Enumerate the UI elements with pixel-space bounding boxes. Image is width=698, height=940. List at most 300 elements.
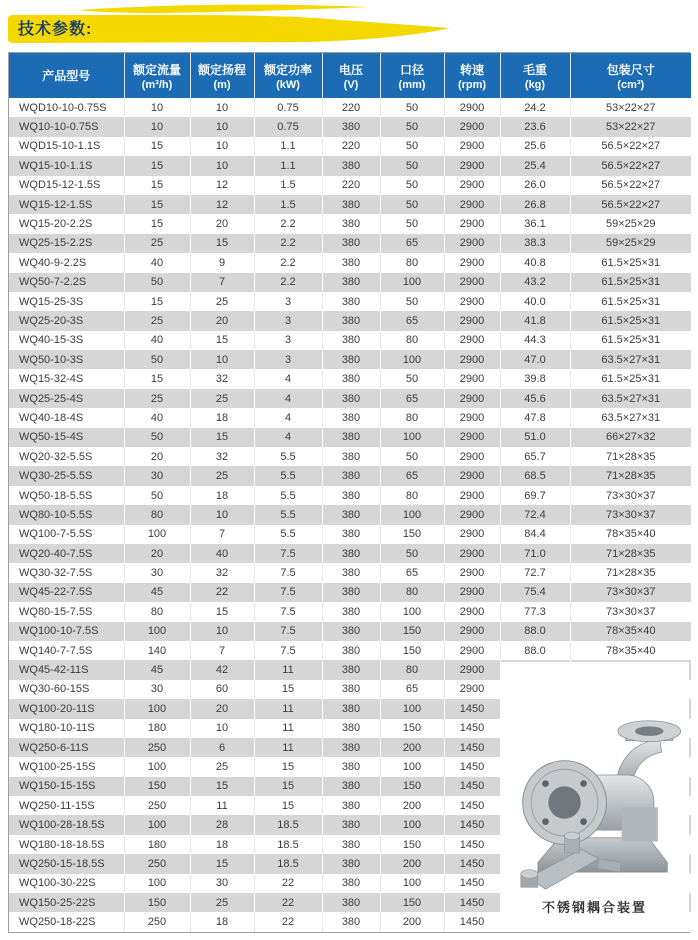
table-row bbox=[9, 389, 691, 408]
value-cell: 2900 bbox=[444, 602, 500, 621]
table-row bbox=[9, 195, 691, 214]
value-cell: 380 bbox=[322, 583, 380, 602]
value-cell: 6 bbox=[190, 738, 254, 757]
column-header: 额定功率 (kW) bbox=[254, 53, 322, 98]
table-row bbox=[9, 156, 691, 175]
value-cell: 100 bbox=[380, 815, 444, 834]
model-cell: WQ15-32-4S bbox=[9, 369, 124, 388]
table-row bbox=[9, 311, 691, 330]
model-cell: WQ150-25-22S bbox=[9, 893, 124, 912]
value-cell: 100 bbox=[124, 525, 190, 544]
model-cell: WQ30-60-15S bbox=[9, 680, 124, 699]
value-cell: 250 bbox=[124, 738, 190, 757]
value-cell: 51.0 bbox=[500, 428, 570, 447]
value-cell: 15 bbox=[254, 796, 322, 815]
model-cell: WQ30-25-5.5S bbox=[9, 466, 124, 485]
model-cell: WQD15-10-1.1S bbox=[9, 137, 124, 156]
table-row bbox=[9, 563, 691, 582]
value-cell: 380 bbox=[322, 195, 380, 214]
value-cell: 250 bbox=[124, 796, 190, 815]
value-cell: 39.8 bbox=[500, 369, 570, 388]
value-cell: 50 bbox=[380, 156, 444, 175]
value-cell: 1450 bbox=[444, 777, 500, 796]
value-cell: 75.4 bbox=[500, 583, 570, 602]
value-cell: 380 bbox=[322, 544, 380, 563]
value-cell: 15 bbox=[254, 680, 322, 699]
value-cell: 2900 bbox=[444, 660, 500, 679]
value-cell: 56.5×22×27 bbox=[570, 156, 691, 175]
model-cell: WQ30-32-7.5S bbox=[9, 563, 124, 582]
value-cell: 2900 bbox=[444, 505, 500, 524]
value-cell: 12 bbox=[190, 195, 254, 214]
value-cell: 7 bbox=[190, 641, 254, 660]
value-cell: 63.5×27×31 bbox=[570, 350, 691, 369]
value-cell: 30 bbox=[190, 874, 254, 893]
table-row bbox=[9, 505, 691, 524]
value-cell: 200 bbox=[380, 854, 444, 873]
value-cell: 25 bbox=[190, 466, 254, 485]
model-cell: WQ100-20-11S bbox=[9, 699, 124, 718]
value-cell: 23.6 bbox=[500, 117, 570, 136]
value-cell: 380 bbox=[322, 699, 380, 718]
value-cell: 250 bbox=[124, 912, 190, 932]
value-cell: 100 bbox=[124, 815, 190, 834]
value-cell: 4 bbox=[254, 428, 322, 447]
value-cell: 80 bbox=[380, 253, 444, 272]
value-cell: 3 bbox=[254, 331, 322, 350]
value-cell: 38.3 bbox=[500, 234, 570, 253]
model-cell: WQ50-18-5.5S bbox=[9, 486, 124, 505]
model-cell: WQ180-18-18.5S bbox=[9, 835, 124, 854]
value-cell: 78×35×40 bbox=[570, 641, 691, 660]
value-cell: 15 bbox=[254, 777, 322, 796]
value-cell: 4 bbox=[254, 408, 322, 427]
value-cell: 1450 bbox=[444, 893, 500, 912]
value-cell: 65 bbox=[380, 680, 444, 699]
model-cell: WQ150-15-15S bbox=[9, 777, 124, 796]
table-row bbox=[9, 234, 691, 253]
value-cell: 1.5 bbox=[254, 176, 322, 195]
model-cell: WQ100-10-7.5S bbox=[9, 622, 124, 641]
value-cell: 32 bbox=[190, 563, 254, 582]
value-cell: 2900 bbox=[444, 117, 500, 136]
value-cell: 380 bbox=[322, 214, 380, 233]
value-cell: 40 bbox=[124, 408, 190, 427]
value-cell: 15 bbox=[190, 234, 254, 253]
value-cell: 380 bbox=[322, 311, 380, 330]
value-cell: 380 bbox=[322, 234, 380, 253]
value-cell: 1.1 bbox=[254, 137, 322, 156]
value-cell: 15 bbox=[190, 428, 254, 447]
table-row bbox=[9, 137, 691, 156]
value-cell: 50 bbox=[124, 273, 190, 292]
value-cell: 20 bbox=[190, 214, 254, 233]
value-cell: 220 bbox=[322, 176, 380, 195]
value-cell: 25.4 bbox=[500, 156, 570, 175]
value-cell: 1450 bbox=[444, 874, 500, 893]
value-cell: 18.5 bbox=[254, 854, 322, 873]
value-cell: 12 bbox=[190, 176, 254, 195]
value-cell: 7.5 bbox=[254, 563, 322, 582]
value-cell: 65 bbox=[380, 234, 444, 253]
value-cell: 22 bbox=[190, 583, 254, 602]
table-row bbox=[9, 253, 691, 272]
value-cell: 65 bbox=[380, 389, 444, 408]
model-cell: WQ25-25-4S bbox=[9, 389, 124, 408]
value-cell: 40 bbox=[190, 544, 254, 563]
value-cell: 2900 bbox=[444, 253, 500, 272]
value-cell: 5.5 bbox=[254, 466, 322, 485]
value-cell: 5.5 bbox=[254, 486, 322, 505]
value-cell: 15 bbox=[124, 369, 190, 388]
value-cell: 100 bbox=[124, 699, 190, 718]
table-row bbox=[9, 602, 691, 621]
table-row bbox=[9, 583, 691, 602]
value-cell: 7 bbox=[190, 273, 254, 292]
value-cell: 30 bbox=[124, 680, 190, 699]
value-cell: 7.5 bbox=[254, 602, 322, 621]
model-cell: WQ45-22-7.5S bbox=[9, 583, 124, 602]
model-cell: WQ15-12-1.5S bbox=[9, 195, 124, 214]
value-cell: 380 bbox=[322, 505, 380, 524]
value-cell: 25 bbox=[190, 389, 254, 408]
value-cell: 71.0 bbox=[500, 544, 570, 563]
model-cell: WQ80-10-5.5S bbox=[9, 505, 124, 524]
model-cell: WQ100-25-15S bbox=[9, 757, 124, 776]
value-cell: 88.0 bbox=[500, 641, 570, 660]
model-cell: WQ180-10-11S bbox=[9, 719, 124, 738]
table-row bbox=[9, 331, 691, 350]
value-cell: 50 bbox=[380, 544, 444, 563]
value-cell: 56.5×22×27 bbox=[570, 195, 691, 214]
model-cell: WQ20-32-5.5S bbox=[9, 447, 124, 466]
model-cell: WQ20-40-7.5S bbox=[9, 544, 124, 563]
section-banner bbox=[0, 0, 470, 50]
value-cell: 2900 bbox=[444, 680, 500, 699]
value-cell: 20 bbox=[124, 544, 190, 563]
table-row bbox=[9, 641, 691, 660]
value-cell: 11 bbox=[190, 796, 254, 815]
value-cell: 10 bbox=[190, 505, 254, 524]
value-cell: 380 bbox=[322, 156, 380, 175]
value-cell: 18 bbox=[190, 486, 254, 505]
value-cell: 380 bbox=[322, 466, 380, 485]
value-cell: 1450 bbox=[444, 854, 500, 873]
value-cell: 50 bbox=[380, 98, 444, 117]
value-cell: 380 bbox=[322, 602, 380, 621]
table-row bbox=[9, 117, 691, 136]
value-cell: 200 bbox=[380, 738, 444, 757]
value-cell: 73×30×37 bbox=[570, 505, 691, 524]
value-cell: 25 bbox=[124, 389, 190, 408]
model-cell: WQ100-7-5.5S bbox=[9, 525, 124, 544]
table-row bbox=[9, 98, 691, 117]
value-cell: 22 bbox=[254, 874, 322, 893]
table-row bbox=[9, 408, 691, 427]
value-cell: 1450 bbox=[444, 815, 500, 834]
value-cell: 7.5 bbox=[254, 544, 322, 563]
value-cell: 150 bbox=[124, 893, 190, 912]
value-cell: 380 bbox=[322, 428, 380, 447]
value-cell: 71×28×35 bbox=[570, 563, 691, 582]
value-cell: 73×30×37 bbox=[570, 583, 691, 602]
table-row bbox=[9, 350, 691, 369]
value-cell: 40.8 bbox=[500, 253, 570, 272]
value-cell: 380 bbox=[322, 835, 380, 854]
value-cell: 2900 bbox=[444, 214, 500, 233]
value-cell: 43.2 bbox=[500, 273, 570, 292]
value-cell: 40 bbox=[124, 253, 190, 272]
value-cell: 2900 bbox=[444, 389, 500, 408]
value-cell: 2900 bbox=[444, 486, 500, 505]
value-cell: 4 bbox=[254, 389, 322, 408]
value-cell: 53×22×27 bbox=[570, 98, 691, 117]
value-cell: 28 bbox=[190, 815, 254, 834]
value-cell: 45 bbox=[124, 660, 190, 679]
value-cell: 180 bbox=[124, 835, 190, 854]
value-cell: 380 bbox=[322, 680, 380, 699]
page-title: 技术参数: bbox=[18, 21, 93, 38]
value-cell: 88.0 bbox=[500, 622, 570, 641]
value-cell: 47.8 bbox=[500, 408, 570, 427]
value-cell: 10 bbox=[190, 98, 254, 117]
value-cell: 7.5 bbox=[254, 583, 322, 602]
value-cell: 380 bbox=[322, 389, 380, 408]
value-cell: 380 bbox=[322, 796, 380, 815]
value-cell: 2900 bbox=[444, 525, 500, 544]
value-cell: 9 bbox=[190, 253, 254, 272]
value-cell: 80 bbox=[380, 486, 444, 505]
value-cell: 2900 bbox=[444, 156, 500, 175]
value-cell: 380 bbox=[322, 912, 380, 932]
value-cell: 1450 bbox=[444, 835, 500, 854]
value-cell: 150 bbox=[380, 777, 444, 796]
value-cell: 10 bbox=[190, 719, 254, 738]
value-cell: 2.2 bbox=[254, 273, 322, 292]
value-cell: 80 bbox=[380, 660, 444, 679]
value-cell: 63.5×27×31 bbox=[570, 408, 691, 427]
model-cell: WQ25-15-2.2S bbox=[9, 234, 124, 253]
value-cell: 380 bbox=[322, 660, 380, 679]
value-cell: 15 bbox=[124, 137, 190, 156]
value-cell: 45 bbox=[124, 583, 190, 602]
value-cell: 32 bbox=[190, 447, 254, 466]
value-cell: 59×25×29 bbox=[570, 214, 691, 233]
value-cell: 2900 bbox=[444, 311, 500, 330]
value-cell: 11 bbox=[254, 738, 322, 757]
column-header: 毛重 (kg) bbox=[500, 53, 570, 98]
value-cell: 1450 bbox=[444, 796, 500, 815]
value-cell: 15 bbox=[190, 777, 254, 796]
value-cell: 100 bbox=[380, 602, 444, 621]
value-cell: 380 bbox=[322, 622, 380, 641]
value-cell: 15 bbox=[190, 602, 254, 621]
value-cell: 380 bbox=[322, 563, 380, 582]
value-cell: 2900 bbox=[444, 369, 500, 388]
model-cell: WQ10-10-0.75S bbox=[9, 117, 124, 136]
value-cell: 380 bbox=[322, 525, 380, 544]
value-cell: 380 bbox=[322, 350, 380, 369]
column-header: 额定流量 (m³/h) bbox=[124, 53, 190, 98]
model-cell: WQ80-15-7.5S bbox=[9, 602, 124, 621]
value-cell: 18.5 bbox=[254, 815, 322, 834]
column-header: 产品型号 bbox=[9, 53, 124, 98]
value-cell: 2900 bbox=[444, 641, 500, 660]
value-cell: 80 bbox=[124, 602, 190, 621]
model-cell: WQD15-12-1.5S bbox=[9, 176, 124, 195]
column-header: 转速 (rpm) bbox=[444, 53, 500, 98]
value-cell: 380 bbox=[322, 874, 380, 893]
value-cell: 63.5×27×31 bbox=[570, 389, 691, 408]
value-cell: 150 bbox=[380, 835, 444, 854]
value-cell: 25 bbox=[190, 893, 254, 912]
value-cell: 50 bbox=[124, 428, 190, 447]
value-cell: 60 bbox=[190, 680, 254, 699]
value-cell: 7.5 bbox=[254, 641, 322, 660]
value-cell: 2900 bbox=[444, 447, 500, 466]
value-cell: 72.4 bbox=[500, 505, 570, 524]
value-cell: 380 bbox=[322, 738, 380, 757]
value-cell: 2900 bbox=[444, 544, 500, 563]
value-cell: 20 bbox=[190, 699, 254, 718]
value-cell: 50 bbox=[380, 176, 444, 195]
value-cell: 0.75 bbox=[254, 117, 322, 136]
value-cell: 2900 bbox=[444, 563, 500, 582]
value-cell: 2900 bbox=[444, 273, 500, 292]
value-cell: 1450 bbox=[444, 699, 500, 718]
value-cell: 50 bbox=[380, 369, 444, 388]
value-cell: 26.0 bbox=[500, 176, 570, 195]
value-cell: 22 bbox=[254, 912, 322, 932]
value-cell: 1450 bbox=[444, 912, 500, 932]
value-cell: 80 bbox=[380, 408, 444, 427]
value-cell: 2900 bbox=[444, 292, 500, 311]
table-row bbox=[9, 447, 691, 466]
value-cell: 180 bbox=[124, 719, 190, 738]
value-cell: 25 bbox=[124, 311, 190, 330]
value-cell: 65 bbox=[380, 563, 444, 582]
value-cell: 2900 bbox=[444, 583, 500, 602]
column-header: 包装尺寸 (cm³) bbox=[570, 53, 691, 98]
value-cell: 20 bbox=[190, 311, 254, 330]
value-cell: 1450 bbox=[444, 719, 500, 738]
value-cell: 30 bbox=[124, 466, 190, 485]
value-cell: 25 bbox=[190, 292, 254, 311]
value-cell: 2900 bbox=[444, 428, 500, 447]
value-cell: 15 bbox=[124, 195, 190, 214]
value-cell: 380 bbox=[322, 331, 380, 350]
value-cell: 2900 bbox=[444, 137, 500, 156]
table-row bbox=[9, 622, 691, 641]
value-cell: 7 bbox=[190, 525, 254, 544]
model-cell: WQ50-7-2.2S bbox=[9, 273, 124, 292]
value-cell: 25 bbox=[124, 234, 190, 253]
value-cell: 42 bbox=[190, 660, 254, 679]
value-cell: 78×35×40 bbox=[570, 622, 691, 641]
value-cell: 32 bbox=[190, 369, 254, 388]
value-cell: 2900 bbox=[444, 195, 500, 214]
value-cell: 10 bbox=[190, 137, 254, 156]
model-cell: WQ15-20-2.2S bbox=[9, 214, 124, 233]
table-row bbox=[9, 292, 691, 311]
value-cell: 20 bbox=[124, 447, 190, 466]
value-cell: 100 bbox=[124, 622, 190, 641]
value-cell: 100 bbox=[124, 757, 190, 776]
value-cell: 200 bbox=[380, 796, 444, 815]
value-cell: 71×28×35 bbox=[570, 466, 691, 485]
model-cell: WQ250-6-11S bbox=[9, 738, 124, 757]
value-cell: 2900 bbox=[444, 98, 500, 117]
value-cell: 50 bbox=[124, 350, 190, 369]
value-cell: 18.5 bbox=[254, 835, 322, 854]
value-cell: 2900 bbox=[444, 234, 500, 253]
value-cell: 100 bbox=[380, 757, 444, 776]
model-cell: WQ100-30-22S bbox=[9, 874, 124, 893]
value-cell: 380 bbox=[322, 447, 380, 466]
value-cell: 150 bbox=[380, 641, 444, 660]
value-cell: 100 bbox=[380, 350, 444, 369]
value-cell: 150 bbox=[124, 777, 190, 796]
model-cell: WQ250-15-18.5S bbox=[9, 854, 124, 873]
value-cell: 380 bbox=[322, 117, 380, 136]
value-cell: 100 bbox=[380, 505, 444, 524]
model-cell: WQ15-25-3S bbox=[9, 292, 124, 311]
value-cell: 2.2 bbox=[254, 214, 322, 233]
value-cell: 10 bbox=[124, 117, 190, 136]
value-cell: 40.0 bbox=[500, 292, 570, 311]
value-cell: 15 bbox=[124, 292, 190, 311]
image-caption: 不锈钢耦合装置 bbox=[541, 900, 647, 915]
value-cell: 73×30×37 bbox=[570, 486, 691, 505]
value-cell: 100 bbox=[380, 874, 444, 893]
value-cell: 10 bbox=[190, 156, 254, 175]
value-cell: 61.5×25×31 bbox=[570, 253, 691, 272]
value-cell: 59×25×29 bbox=[570, 234, 691, 253]
value-cell: 2900 bbox=[444, 350, 500, 369]
value-cell: 150 bbox=[380, 622, 444, 641]
value-cell: 380 bbox=[322, 854, 380, 873]
value-cell: 30 bbox=[124, 563, 190, 582]
value-cell: 380 bbox=[322, 719, 380, 738]
value-cell: 15 bbox=[190, 331, 254, 350]
value-cell: 66×27×32 bbox=[570, 428, 691, 447]
value-cell: 15 bbox=[124, 214, 190, 233]
value-cell: 250 bbox=[124, 854, 190, 873]
value-cell: 18 bbox=[190, 912, 254, 932]
value-cell: 77.3 bbox=[500, 602, 570, 621]
value-cell: 61.5×25×31 bbox=[570, 273, 691, 292]
value-cell: 2900 bbox=[444, 331, 500, 350]
model-cell: WQ50-15-4S bbox=[9, 428, 124, 447]
value-cell: 50 bbox=[380, 292, 444, 311]
value-cell: 3 bbox=[254, 350, 322, 369]
table-row bbox=[9, 428, 691, 447]
value-cell: 10 bbox=[190, 117, 254, 136]
value-cell: 61.5×25×31 bbox=[570, 292, 691, 311]
value-cell: 61.5×25×31 bbox=[570, 311, 691, 330]
value-cell: 380 bbox=[322, 893, 380, 912]
value-cell: 5.5 bbox=[254, 505, 322, 524]
value-cell: 380 bbox=[322, 815, 380, 834]
value-cell: 56.5×22×27 bbox=[570, 137, 691, 156]
model-cell: WQ250-18-22S bbox=[9, 912, 124, 932]
value-cell: 380 bbox=[322, 408, 380, 427]
model-cell: WQ25-20-3S bbox=[9, 311, 124, 330]
value-cell: 150 bbox=[380, 893, 444, 912]
value-cell: 5.5 bbox=[254, 525, 322, 544]
value-cell: 4 bbox=[254, 369, 322, 388]
value-cell: 50 bbox=[380, 137, 444, 156]
